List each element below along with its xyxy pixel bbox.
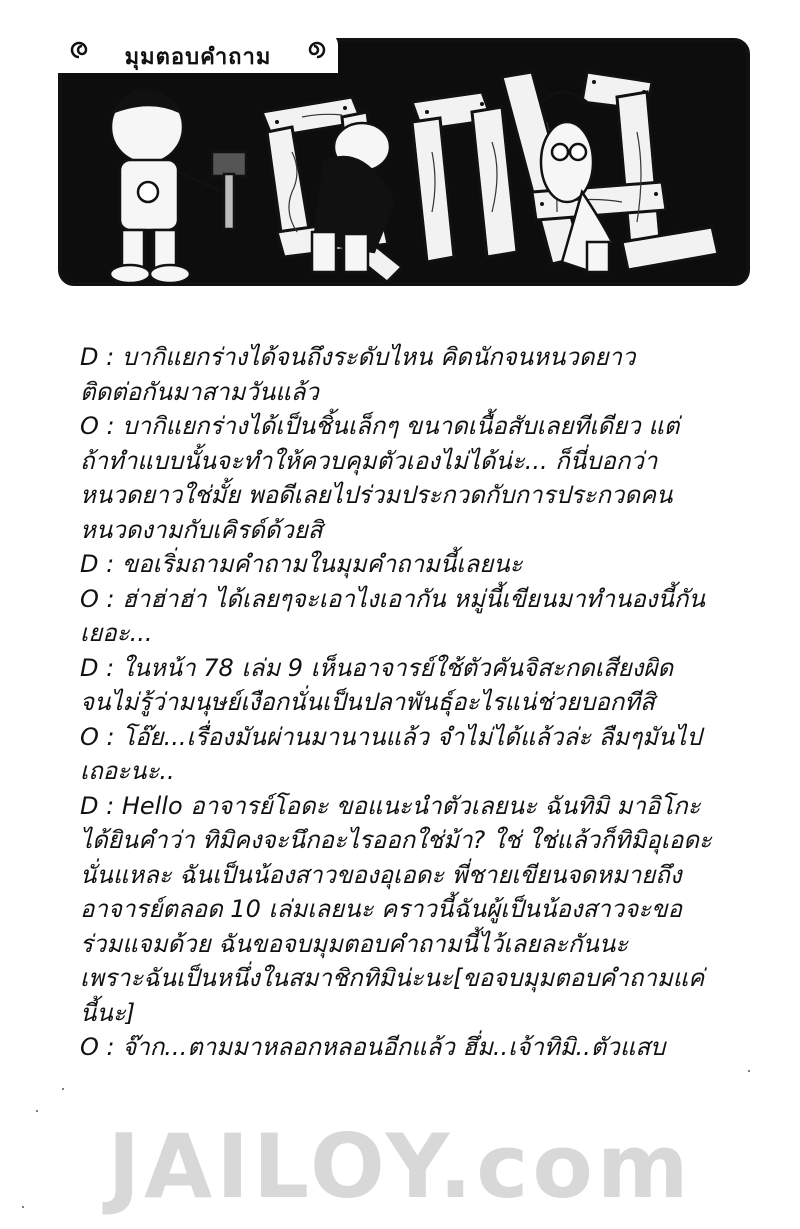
qa-line: D : Hello อาจารย์โอดะ ขอแนะนำตัวเลยนะ ฉันทิมิ มาอิโกะ bbox=[80, 791, 701, 820]
watermark: JAILOY.com bbox=[107, 1115, 693, 1218]
qa-comic-illustration bbox=[62, 42, 750, 286]
qa-line: ถ้าทำแบบนั้นจะทำให้ควบคุมตัวเองไม่ได้น่ะ... ก็นี่บอกว่า bbox=[80, 446, 658, 475]
qa-line: อาจารย์ตลอด 10 เล่มเลยนะ คราวนี้ฉันผู้เป็นน้องสาวจะขอ bbox=[80, 895, 682, 923]
qa-line: หนวดยาวใช่มั้ย พอดีเลยไปร่วมประกวดกับการประกวดคน bbox=[80, 481, 673, 509]
header-title-tab bbox=[58, 33, 338, 73]
qa-line: O : ฮ่าฮ่าฮ่า ได้เลยๆจะเอาไงเอากัน หมู่นี้เขียนมาทำนองนี้กัน bbox=[80, 584, 705, 613]
qa-line: นั่นแหละ ฉันเป็นน้องสาวของอุเอดะ พี่ชายเขียนจดหมายถึง bbox=[80, 860, 682, 889]
page-title: มุมตอบคำถาม bbox=[124, 45, 272, 70]
qa-line: O : โอ๊ย...เรื่องมันผ่านมานานแล้ว จำไม่ได้แล้วล่ะ ลืมๆมันไป bbox=[80, 722, 702, 751]
qa-line: ได้ยินคำว่า ทิมิคงจะนึกอะไรออกใช่ม้า? ใช่ ใช่แล้วก็ทิมิอุเอดะ bbox=[80, 826, 712, 854]
qa-line: เถอะนะ.. bbox=[80, 757, 175, 785]
qa-line: นี้นะ] bbox=[80, 998, 136, 1027]
scan-speck bbox=[748, 1070, 750, 1072]
qa-line: ร่วมแจมด้วย ฉันขอจบมุมตอบคำถามนี้ไว้เลยละกันนะ bbox=[80, 929, 629, 958]
scan-speck bbox=[62, 1088, 64, 1090]
scan-speck bbox=[22, 1206, 24, 1208]
qa-line: D : ในหน้า 78 เล่ม 9 เห็นอาจารย์ใช้ตัวคันจิสะกดเสียงผิด bbox=[80, 653, 674, 682]
header-comic-panel bbox=[58, 38, 750, 286]
qa-line: เยอะ... bbox=[80, 619, 153, 647]
qa-line: O : บากิแยกร่างได้เป็นชิ้นเล็กๆ ขนาดเนื้อสับเลยทีเดียว แต่ bbox=[80, 412, 680, 440]
qa-line: จนไม่รู้ว่ามนุษย์เงือกนั่นเป็นปลาพันธุ์อะไรแน่ช่วยบอกทีสิ bbox=[80, 688, 655, 716]
qa-line: หนวดงามกับเคิรด์ด้วยสิ bbox=[80, 515, 323, 544]
qa-line: ติดต่อกันมาสามวันแล้ว bbox=[80, 377, 319, 406]
qa-line: O : จ๊าก...ตามมาหลอกหลอนอีกแล้ว ฮึ่ม..เจ้าทิมิ..ตัวแสบ bbox=[80, 1033, 666, 1061]
qa-line: D : บากิแยกร่างได้จนถึงระดับไหน คิดนักจนหนวดยาว bbox=[80, 343, 636, 371]
qa-line: เพราะฉันเป็นหนึ่งในสมาชิกทิมิน่ะนะ[ขอจบมุมตอบคำถามแค่ bbox=[80, 964, 705, 992]
qa-text-section bbox=[80, 340, 745, 1065]
qa-line: D : ขอเริ่มถามคำถามในมุมคำถามนี้เลยนะ bbox=[80, 550, 523, 578]
swirl-ornament-icon bbox=[304, 37, 330, 63]
scan-speck bbox=[36, 1110, 38, 1112]
